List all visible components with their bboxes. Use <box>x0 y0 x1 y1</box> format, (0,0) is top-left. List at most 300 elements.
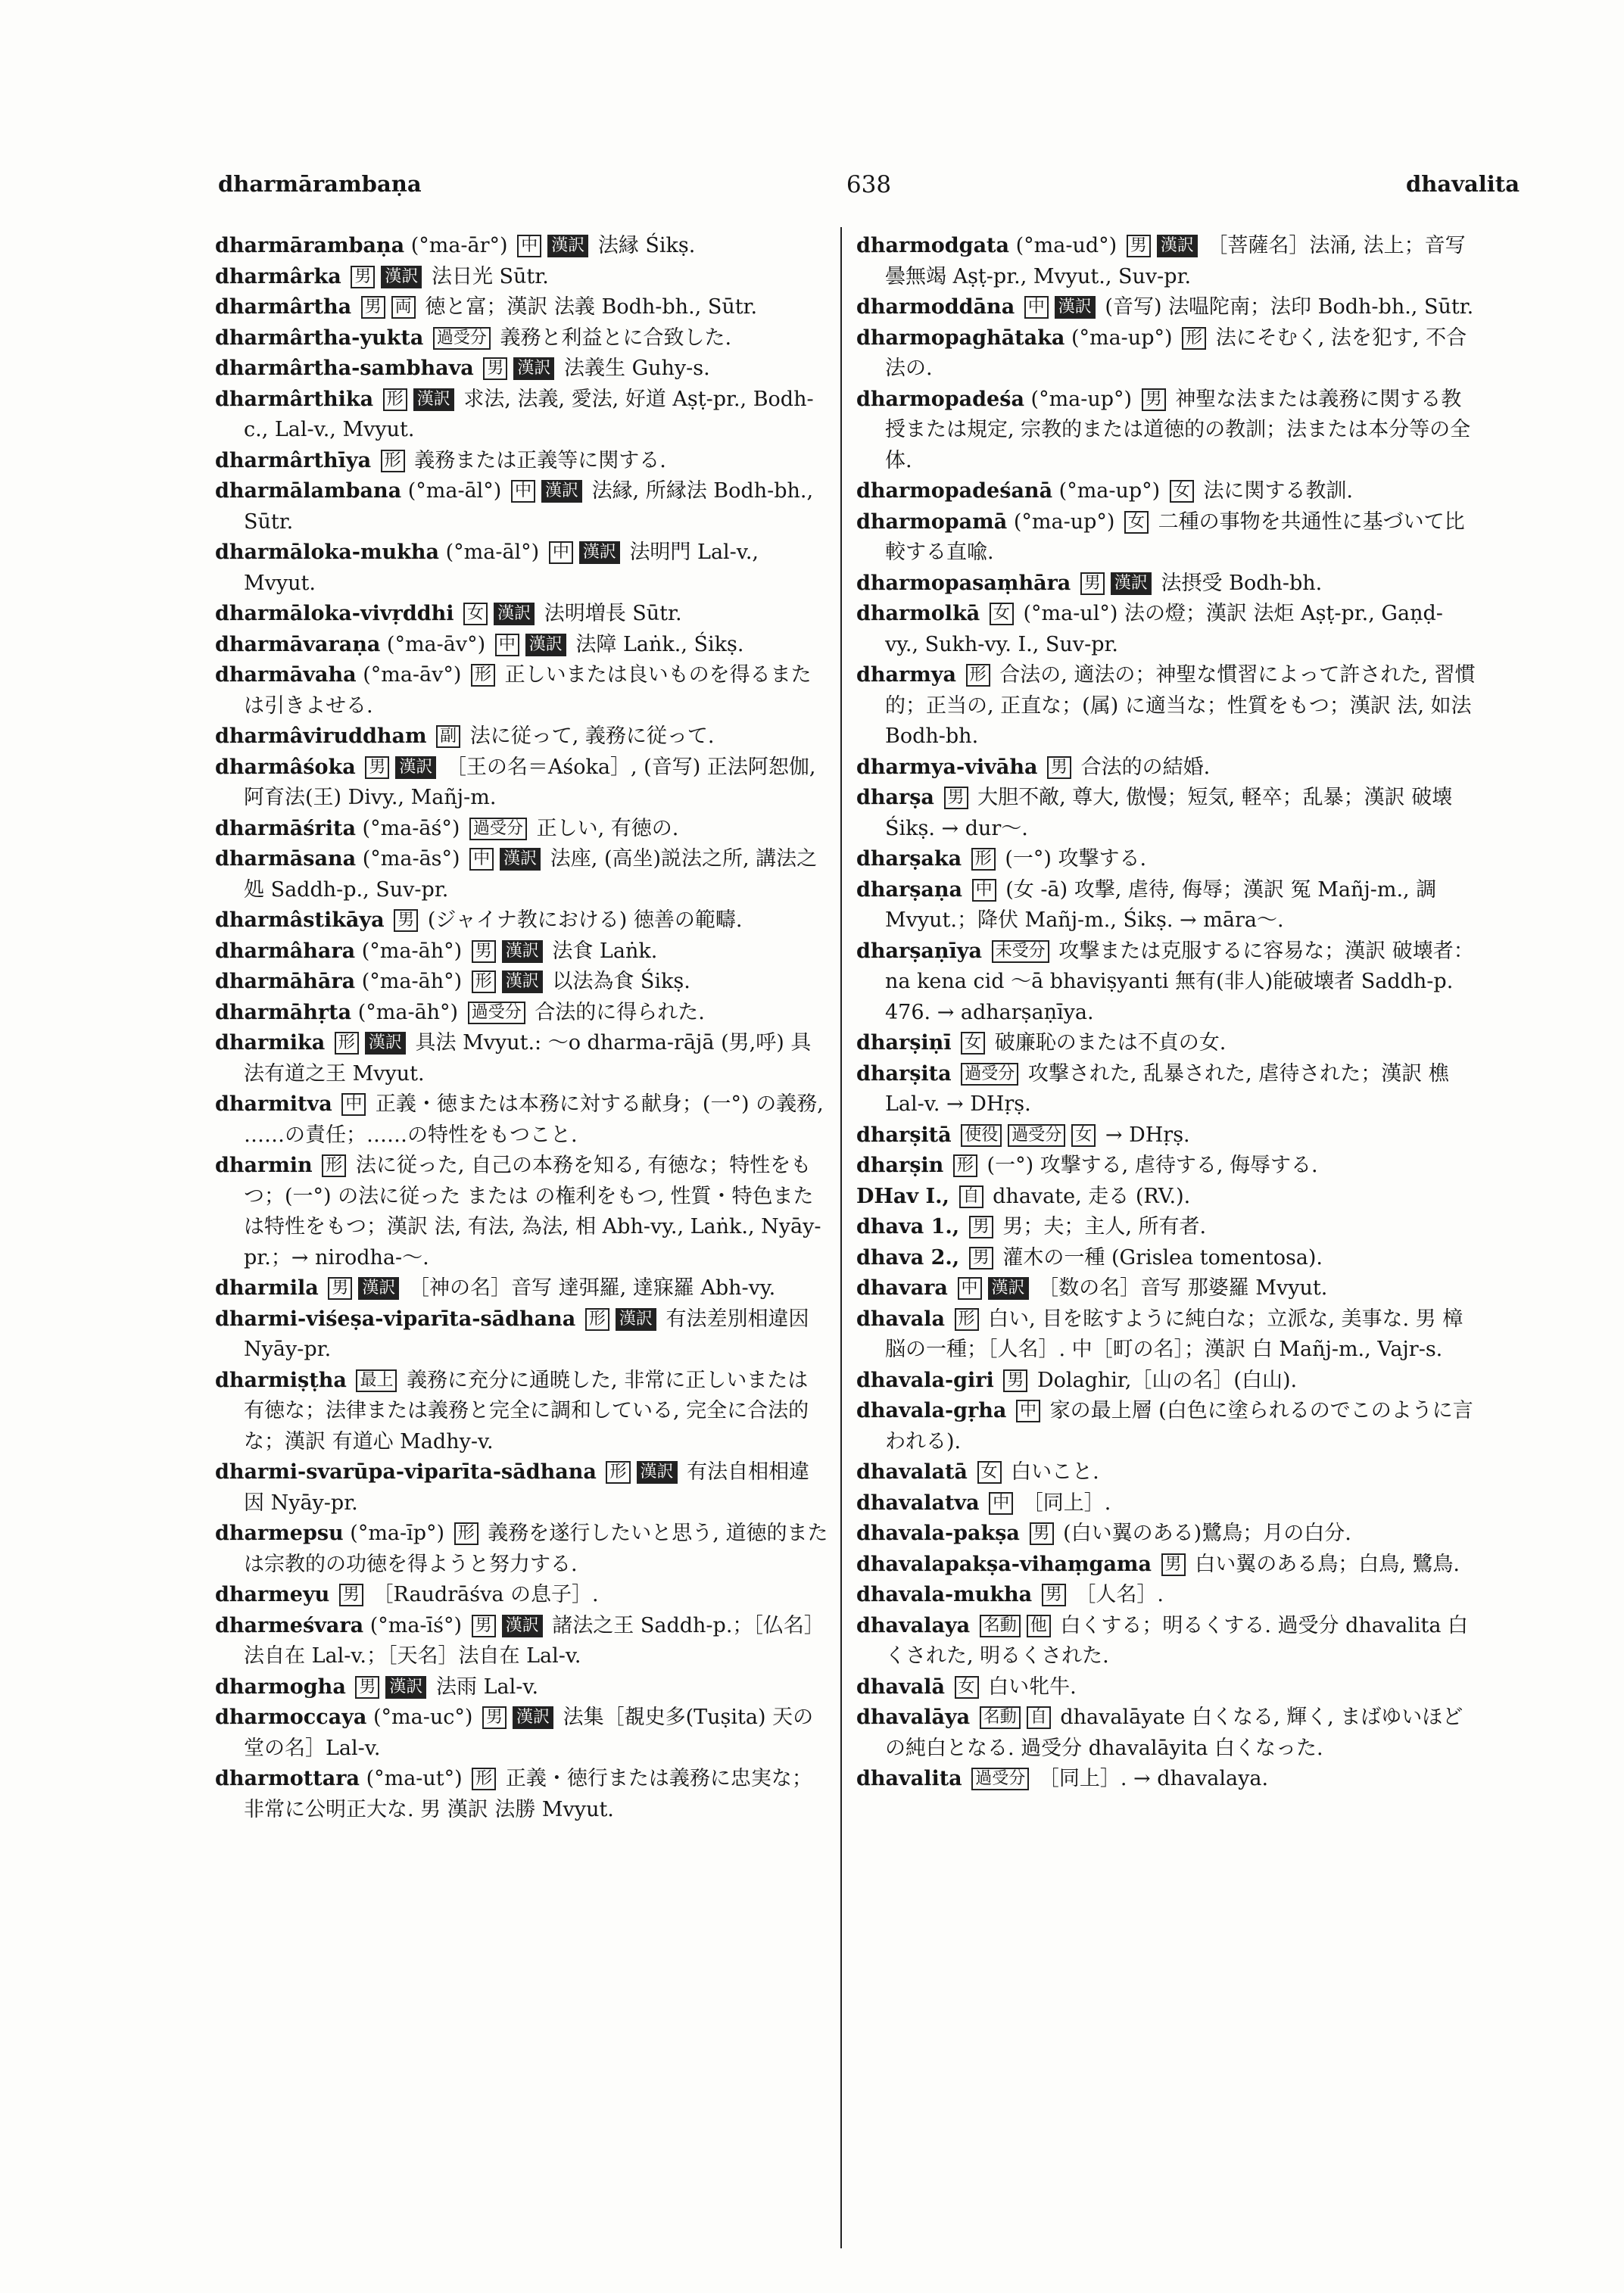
definition: 法に従って, 義務に従って. <box>469 724 715 748</box>
grammar-tag: 形 <box>585 1308 609 1331</box>
headword: dharmāloka-vivṛddhi <box>215 602 454 625</box>
grammar-tag: 女 <box>463 603 488 625</box>
definition: → DHṛṣ. <box>1105 1123 1190 1147</box>
entry-form: (°ma-āv°) <box>363 663 462 687</box>
headword: dharmârthika <box>215 387 374 411</box>
definition: ［神の名］音写 達弭羅, 達寐羅 Abh-vy. <box>409 1276 776 1300</box>
entry-form: (°ma-ud°) <box>1015 234 1117 257</box>
headword: dharmeśvara <box>215 1613 364 1637</box>
dictionary-entry <box>856 1764 1476 1795</box>
entry-form: (°ma-ār°) <box>410 234 508 257</box>
grammar-tag: 漢訳 <box>395 756 436 779</box>
headword: dharmeyu <box>215 1583 330 1606</box>
definition: 以法為食 Śikṣ. <box>552 970 690 993</box>
entry-form: (°ma-āh°) <box>361 939 463 963</box>
definition: 法摂受 Bodh-bh. <box>1161 571 1323 595</box>
dictionary-entry <box>215 905 828 936</box>
dictionary-entry <box>215 630 828 661</box>
definition: 法座, (高坐)説法之所, 講法之処 Saddh-p., Suv-pr. <box>244 847 818 902</box>
definition: 家の最上層 (白色に塗られるのでこのように言われる). <box>885 1399 1473 1453</box>
grammar-tag: 男 <box>328 1277 352 1300</box>
dictionary-entry <box>215 752 828 814</box>
dictionary-entry <box>215 1273 828 1304</box>
grammar-tag: 男 <box>351 266 375 288</box>
headword: dharṣiṇī <box>856 1031 952 1055</box>
grammar-tag: 中 <box>341 1093 366 1116</box>
grammar-tag: 漢訳 <box>988 1277 1029 1300</box>
dictionary-entry <box>215 721 828 752</box>
dictionary-entry <box>215 385 828 446</box>
definition: 灌木の一種 (Grislea tomentosa). <box>1002 1245 1323 1270</box>
left-column <box>215 231 828 2245</box>
grammar-tag: 形 <box>953 1154 977 1177</box>
definition: 合法の, 適法の；神聖な慣習によって許された, 習慣的；正当の, 正直な；(属) に適当な；性質をもつ；漢訳 法, 如法 Bodh-bh. <box>885 663 1476 748</box>
headword: dharmopasaṃhāra <box>856 571 1071 595</box>
headword: dharmāśrita <box>215 816 356 840</box>
definition: 男；夫；主人, 所有者. <box>1002 1215 1207 1238</box>
definition: 義務と利益とに合致した. <box>500 326 732 350</box>
grammar-tag: 漢訳 <box>413 388 454 411</box>
definition: (一°) 攻撃する, 虐待する, 侮辱する. <box>987 1154 1318 1177</box>
definition: 正しい, 有徳の. <box>536 816 679 840</box>
headword: dharmopadeśa <box>856 387 1024 411</box>
entry-form: (°ma-āś°) <box>362 816 460 840</box>
headword: dharmoddāna <box>856 295 1015 319</box>
right-column <box>856 231 1476 2245</box>
dictionary-entry <box>215 1519 828 1580</box>
headword: dharmodgata <box>856 234 1010 257</box>
definition: 正義・徳行または義務に忠実な；非常に公明正大な. 男 漢訳 法勝 Mvyut. <box>244 1767 812 1821</box>
dictionary-entry <box>856 1703 1476 1764</box>
headword: dhavalita <box>856 1767 962 1790</box>
dictionary-entry <box>215 231 828 262</box>
grammar-tag: 中 <box>495 634 519 656</box>
definition: 諸法之王 Saddh-p.；［仏名］法自在 Lal-v.；［天名］法自在 Lal-v. <box>244 1613 824 1668</box>
definition: 攻撃または克服するに容易な；漢訳 破壊者：na kena cid ～ā bhaviṣyanti 無有(非人)能破壊者 Saddh-p. 476. → adharṣaṇīya. <box>885 939 1474 1024</box>
dictionary-entry <box>215 262 828 293</box>
headword: dharmāhṛta <box>215 1000 352 1024</box>
dictionary-entry <box>856 844 1476 875</box>
grammar-tag: 形 <box>335 1032 359 1055</box>
dictionary-entry <box>215 936 828 967</box>
grammar-tag: 男 <box>1161 1553 1186 1576</box>
definition: Dolaghir,［山の名］(白山). <box>1036 1368 1298 1392</box>
dictionary-entry <box>215 292 828 323</box>
grammar-tag: 男 <box>472 1615 496 1637</box>
headword: dharmi-viśeṣa-viparīta-sādhana <box>215 1307 576 1331</box>
headword: dhavala-giri <box>856 1368 994 1392</box>
headword: dhavala-pakṣa <box>856 1522 1020 1545</box>
headword: dhava 1., <box>856 1215 960 1238</box>
headword: dharmogha <box>215 1675 346 1699</box>
grammar-tag: 他 <box>1027 1615 1051 1637</box>
headword: dharṣin <box>856 1154 944 1177</box>
definition: 具法 Mvyut.: ～o dharma-rājā (男,呼) 具法有道之王 Mvyut. <box>244 1031 812 1086</box>
dictionary-entry <box>215 446 828 477</box>
grammar-tag: 男 <box>472 940 496 963</box>
definition: 合法的の結婚. <box>1080 755 1211 779</box>
grammar-tag: 女 <box>990 603 1014 625</box>
entry-form: (°ma-āl°) <box>445 541 540 564</box>
headword: dhavalā <box>856 1675 945 1699</box>
dictionary-entry <box>215 599 828 630</box>
definition: 合法的に得られた. <box>535 1000 705 1024</box>
grammar-tag: 自 <box>959 1185 983 1208</box>
dictionary-entry <box>856 292 1476 323</box>
dictionary-entry <box>215 354 828 385</box>
headword: dhavalatā <box>856 1460 968 1484</box>
dictionary-entry <box>856 1580 1476 1611</box>
grammar-tag: 中 <box>972 879 996 902</box>
headword: dharmi-svarūpa-viparīta-sādhana <box>215 1460 597 1484</box>
dictionary-entry <box>856 476 1476 507</box>
grammar-tag: 漢訳 <box>1055 296 1096 319</box>
definition: 白い牝牛. <box>988 1675 1077 1699</box>
headword: dharmârtha-yukta <box>215 326 424 350</box>
headword: dharmāvaraṇa <box>215 632 381 656</box>
headword: dharmâhara <box>215 939 356 963</box>
grammar-tag: 男 <box>969 1216 993 1238</box>
definition: 法集［覩史多(Tuṣita) 天の堂の名］Lal-v. <box>244 1706 814 1760</box>
dictionary-entry <box>215 1028 828 1089</box>
definition: (一°) 攻撃する. <box>1005 847 1147 871</box>
headword: dharmāsana <box>215 847 357 871</box>
grammar-tag: 漢訳 <box>502 970 543 993</box>
column-divider <box>840 227 842 2248</box>
grammar-tag: 過受分 <box>1008 1124 1065 1147</box>
grammar-tag: 中 <box>1024 296 1049 319</box>
definition: 法日光 Sūtr. <box>431 264 549 288</box>
definition: ［同上］. → dhavalaya. <box>1038 1767 1269 1790</box>
grammar-tag: 形 <box>322 1154 346 1177</box>
headword: dharmârka <box>215 264 341 288</box>
definition: 法障 Laṅk., Śikṣ. <box>575 632 744 656</box>
grammar-tag: 男 <box>1127 235 1151 257</box>
grammar-tag: 漢訳 <box>513 1706 553 1729</box>
headword: dharmottara <box>215 1767 360 1790</box>
grammar-tag: 形 <box>1182 327 1206 350</box>
dictionary-entry <box>856 385 1476 477</box>
grammar-tag: 男 <box>1142 388 1166 411</box>
headword: dharṣa <box>856 786 934 809</box>
definition: 破廉恥のまたは不貞の女. <box>994 1031 1227 1055</box>
grammar-tag: 男 <box>1030 1522 1054 1545</box>
running-head-left: dharmārambaṇa <box>218 171 422 197</box>
dictionary-entry <box>215 476 828 537</box>
headword: dharmin <box>215 1154 313 1177</box>
dictionary-entry <box>856 1457 1476 1488</box>
grammar-tag: 男 <box>1047 756 1071 779</box>
definition: (°ma-ul°) 法の燈；漢訳 法炬 Aṣṭ-pr., Gaṇḍ-vy., Sukh-vy. I., Suv-pr. <box>885 602 1443 656</box>
headword: dhavalaya <box>856 1613 971 1637</box>
dictionary-entry <box>215 998 828 1029</box>
dictionary-entry <box>856 1611 1476 1672</box>
dictionary-entry <box>215 1366 828 1458</box>
dictionary-entry <box>215 660 828 721</box>
definition: 法明門 Lal-v., Mvyut. <box>244 541 759 595</box>
headword: dharmārambaṇa <box>215 234 405 257</box>
definition: ［人名］. <box>1075 1583 1164 1606</box>
headword: dharmiṣṭha <box>215 1368 347 1392</box>
definition: 白いこと. <box>1011 1460 1099 1484</box>
headword: dharmālambana <box>215 479 402 503</box>
grammar-tag: 中 <box>549 541 573 564</box>
dictionary-entry <box>215 1672 828 1703</box>
grammar-tag: 漢訳 <box>502 1615 543 1637</box>
dictionary-entry <box>856 569 1476 600</box>
entry-form: (°ma-āh°) <box>361 970 463 993</box>
dictionary-entry <box>856 507 1476 569</box>
grammar-tag: 男 <box>1080 572 1105 595</box>
definition: 法義生 Guhy-s. <box>564 357 710 380</box>
dictionary-entry <box>856 1550 1476 1581</box>
grammar-tag: 名動 <box>980 1706 1021 1729</box>
definition: 求法, 法義, 愛法, 好道 Aṣṭ-pr., Bodh-c., Lal-v., Mvyut. <box>244 387 814 441</box>
definition: ［Raudrāśva の息子］. <box>372 1583 599 1606</box>
definition: (音写) 法嗢陀南；法印 Bodh-bh., Sūtr. <box>1105 295 1474 319</box>
dictionary-entry <box>215 1703 828 1764</box>
dictionary-entry <box>215 537 828 599</box>
dictionary-entry <box>856 1672 1476 1703</box>
headword: dharmopamā <box>856 509 1008 534</box>
page-number: 638 <box>846 171 892 198</box>
grammar-tag: 男 <box>355 1676 379 1699</box>
grammar-tag: 自 <box>1027 1706 1051 1729</box>
entry-form: (°ma-up°) <box>1030 387 1133 411</box>
dictionary-entry <box>856 1366 1476 1397</box>
dictionary-entry <box>856 1059 1476 1120</box>
dictionary-entry <box>215 967 828 998</box>
grammar-tag: 中 <box>989 1492 1013 1515</box>
entry-form: (°ma-up°) <box>1058 479 1161 503</box>
headword: dhavala <box>856 1307 945 1331</box>
definition: 法明増長 Sūtr. <box>544 602 682 625</box>
dictionary-entry <box>856 1212 1476 1243</box>
headword: dharmya <box>856 663 956 687</box>
headword: dharmâstikāya <box>215 908 385 932</box>
headword: dharmârthīya <box>215 448 372 472</box>
definition: ［菩薩名］法涌, 法上；音写 曇無竭 Aṣṭ-pr., Mvyut., Suv-pr. <box>885 234 1466 288</box>
grammar-tag: 漢訳 <box>513 357 554 380</box>
grammar-tag: 過受分 <box>433 327 491 350</box>
grammar-tag: 形 <box>381 450 405 472</box>
grammar-tag: 名動 <box>980 1615 1021 1637</box>
dictionary-entry <box>856 1182 1476 1213</box>
dictionary-entry <box>215 844 828 905</box>
grammar-tag: 漢訳 <box>385 1676 426 1699</box>
grammar-tag: 漢訳 <box>547 235 588 257</box>
entry-form: (°ma-īś°) <box>369 1613 463 1637</box>
definition: dhavalāyate 白くなる, 輝く, まばゆいほどの純白となる. 過受分 dhavalāyita 白くなった. <box>885 1706 1463 1760</box>
headword: dharmopadeśanā <box>856 479 1053 503</box>
dictionary-entry <box>856 1151 1476 1182</box>
dictionary-entry <box>856 1396 1476 1457</box>
headword: dhavala-mukha <box>856 1583 1033 1606</box>
definition: 白い, 目を眩すように純白な；立派な, 美事な. 男 樟脳の一種；［人名］. 中［町の名］；漢訳 白 Mañj-m., Vajr-s. <box>885 1307 1463 1361</box>
definition: 二種の事物を共通性に基づいて比較する直喩. <box>885 509 1465 564</box>
dictionary-entry <box>856 1243 1476 1274</box>
entry-form: (°ma-ut°) <box>366 1767 463 1790</box>
grammar-tag: 女 <box>955 1676 979 1699</box>
entry-form: (°ma-up°) <box>1013 509 1115 534</box>
headword: dharmâśoka <box>215 755 356 779</box>
definition: 法縁, 所縁法 Bodh-bh., Sūtr. <box>244 479 814 534</box>
grammar-tag: 漢訳 <box>616 1308 656 1331</box>
headword: dharmāvaha <box>215 663 357 687</box>
headword: dharmepsu <box>215 1522 344 1545</box>
grammar-tag: 漢訳 <box>637 1461 678 1484</box>
definition: 有法差別相違因 Nyāy-pr. <box>244 1307 809 1361</box>
running-head <box>218 171 1520 209</box>
definition: 法雨 Lal-v. <box>436 1675 539 1699</box>
grammar-tag: 女 <box>1071 1124 1096 1147</box>
definition: 法にそむく, 法を犯す, 不合法の. <box>885 326 1467 380</box>
grammar-tag: 中 <box>958 1277 982 1300</box>
dictionary-entry <box>215 814 828 845</box>
grammar-tag: 男 <box>944 787 968 809</box>
definition: 白い翼のある鳥；白鳥, 鷺鳥. <box>1195 1552 1460 1576</box>
dictionary-entry <box>215 1611 828 1672</box>
grammar-tag: 形 <box>955 1308 979 1331</box>
dictionary-entry <box>215 1151 828 1273</box>
grammar-tag: 中 <box>1016 1400 1040 1422</box>
dictionary-entry <box>856 783 1476 844</box>
dictionary-entry <box>215 1089 828 1151</box>
headword: dharṣitā <box>856 1123 952 1147</box>
grammar-tag: 過受分 <box>468 1002 525 1024</box>
definition: 法に従った, 自己の本務を知る, 有徳な；特性をもつ；(一°) の法に従った または の権利をもつ, 性質・特色または特性をもつ；漢訳 法, 有法, 為法, 相 Abh-vy., Laṅk., Nyāy-pr.；→ nirodha-～. <box>244 1154 821 1270</box>
grammar-tag: 漢訳 <box>365 1032 406 1055</box>
dictionary-entry <box>856 1028 1476 1059</box>
entry-form: (°ma-īp°) <box>350 1522 445 1545</box>
definition: 法食 Laṅk. <box>552 939 658 963</box>
grammar-tag: 過受分 <box>961 1063 1018 1086</box>
definition: (白い翼のある)鷺鳥；月の白分. <box>1063 1522 1351 1545</box>
grammar-tag: 男 <box>361 296 385 319</box>
grammar-tag: 使役 <box>961 1124 1002 1147</box>
grammar-tag: 男 <box>394 909 418 932</box>
headword: dharmika <box>215 1031 326 1055</box>
definition: 白くする；明るくする. 過受分 dhavalita 白くされた, 明るくされた. <box>885 1613 1469 1668</box>
dictionary-entry <box>215 1457 828 1519</box>
running-head-right: dhavalita <box>1405 171 1520 197</box>
dictionary-entry <box>856 1519 1476 1550</box>
grammar-tag: 女 <box>961 1032 985 1055</box>
grammar-tag: 男 <box>1042 1584 1066 1606</box>
grammar-tag: 形 <box>472 970 496 993</box>
grammar-tag: 最上 <box>356 1369 397 1392</box>
grammar-tag: 漢訳 <box>541 480 582 503</box>
grammar-tag: 男 <box>365 756 389 779</box>
grammar-tag: 形 <box>966 664 990 687</box>
definition: dhavate, 走る (RV.). <box>993 1184 1191 1208</box>
definition: ［同上］. <box>1022 1491 1111 1515</box>
grammar-tag: 未受分 <box>992 940 1049 963</box>
headword: dharṣita <box>856 1061 952 1086</box>
headword: dharmârtha <box>215 295 352 319</box>
definition: 法縁 Śikṣ. <box>597 234 696 257</box>
dictionary-entry <box>856 752 1476 784</box>
dictionary-entry <box>856 660 1476 752</box>
grammar-tag: 男 <box>483 357 507 380</box>
grammar-tag: 漢訳 <box>502 940 543 963</box>
grammar-tag: 過受分 <box>971 1768 1029 1790</box>
grammar-tag: 形 <box>472 1768 496 1790</box>
grammar-tag: 中 <box>469 848 494 871</box>
dictionary-entry <box>856 231 1476 292</box>
headword: dhava 2., <box>856 1245 960 1270</box>
definition: (女 -ā) 攻撃, 虐待, 侮辱；漢訳 冤 Mañj-m., 調 Mvyut.；降伏 Mañj-m., Śikṣ. → māra～. <box>885 877 1437 932</box>
headword: dharṣaṇa <box>856 877 963 902</box>
dictionary-entry <box>856 1273 1476 1304</box>
headword: dharmila <box>215 1276 319 1300</box>
entry-form: (°ma-uc°) <box>372 1706 473 1729</box>
grammar-tag: 男 <box>339 1584 363 1606</box>
grammar-tag: 形 <box>471 664 495 687</box>
headword: dharṣaka <box>856 847 962 871</box>
grammar-tag: 漢訳 <box>525 634 566 656</box>
grammar-tag: 形 <box>454 1522 478 1545</box>
entry-form: (°ma-up°) <box>1071 326 1173 350</box>
headword: dharmāhāra <box>215 970 356 993</box>
grammar-tag: 男 <box>969 1247 993 1270</box>
grammar-tag: 女 <box>977 1461 1002 1484</box>
grammar-tag: 漢訳 <box>1111 572 1152 595</box>
dictionary-entry <box>856 936 1476 1029</box>
headword: dharmāloka-mukha <box>215 541 439 564</box>
grammar-tag: 形 <box>606 1461 630 1484</box>
headword: dharmoccaya <box>215 1706 367 1729</box>
grammar-tag: 副 <box>436 725 460 748</box>
entry-form: (°ma-āv°) <box>386 632 486 656</box>
grammar-tag: 中 <box>517 235 541 257</box>
dictionary-entry <box>215 1304 828 1366</box>
definition: 正義・徳または本務に対する献身；(一°) の義務, ……の責任；……の特性をもつこと. <box>244 1092 824 1147</box>
headword: dhavalāya <box>856 1706 971 1729</box>
grammar-tag: 男 <box>1003 1369 1027 1392</box>
dictionary-entry <box>856 875 1476 936</box>
headword: dharmopaghātaka <box>856 326 1065 350</box>
grammar-tag: 過受分 <box>469 818 527 840</box>
definition: ［数の名］音写 那婆羅 Mvyut. <box>1038 1276 1328 1300</box>
entry-form: (°ma-āh°) <box>357 1000 459 1024</box>
grammar-tag: 形 <box>971 848 996 871</box>
grammar-tag: 女 <box>1124 511 1149 534</box>
headword: dhavala-gṛha <box>856 1399 1007 1422</box>
headword: dharmârtha-sambhava <box>215 357 474 380</box>
dictionary-entry <box>856 1120 1476 1151</box>
definition: 法に関する教訓. <box>1203 479 1354 503</box>
definition: 大胆不敵, 尊大, 傲慢；短気, 軽卒；乱暴；漢訳 破壊 Śikṣ. → dur～. <box>885 786 1453 840</box>
definition: 義務に充分に通暁した, 非常に正しいまたは有徳な；法律または義務と完全に調和している, 完全に合法的な；漢訳 有道心 Madhy-v. <box>244 1368 809 1453</box>
grammar-tag: 漢訳 <box>358 1277 399 1300</box>
entry-form: (°ma-āl°) <box>407 479 502 503</box>
definition: 有法自相相違因 Nyāy-pr. <box>244 1460 810 1515</box>
grammar-tag: 両 <box>391 296 416 319</box>
headword: dharmâviruddham <box>215 724 427 748</box>
grammar-tag: 漢訳 <box>1157 235 1198 257</box>
dictionary-entry <box>856 1488 1476 1519</box>
dictionary-entry <box>215 323 828 354</box>
dictionary-entry <box>856 323 1476 385</box>
definition: 攻撃された, 乱暴された, 虐待された；漢訳 樵 Lal-v. → DHṛṣ. <box>885 1061 1449 1116</box>
headword: dharmitva <box>215 1092 332 1116</box>
grammar-tag: 漢訳 <box>579 541 620 564</box>
dictionary-entry <box>215 1764 828 1825</box>
grammar-tag: 形 <box>383 388 407 411</box>
grammar-tag: 漢訳 <box>381 266 422 288</box>
headword: dhavara <box>856 1276 948 1300</box>
